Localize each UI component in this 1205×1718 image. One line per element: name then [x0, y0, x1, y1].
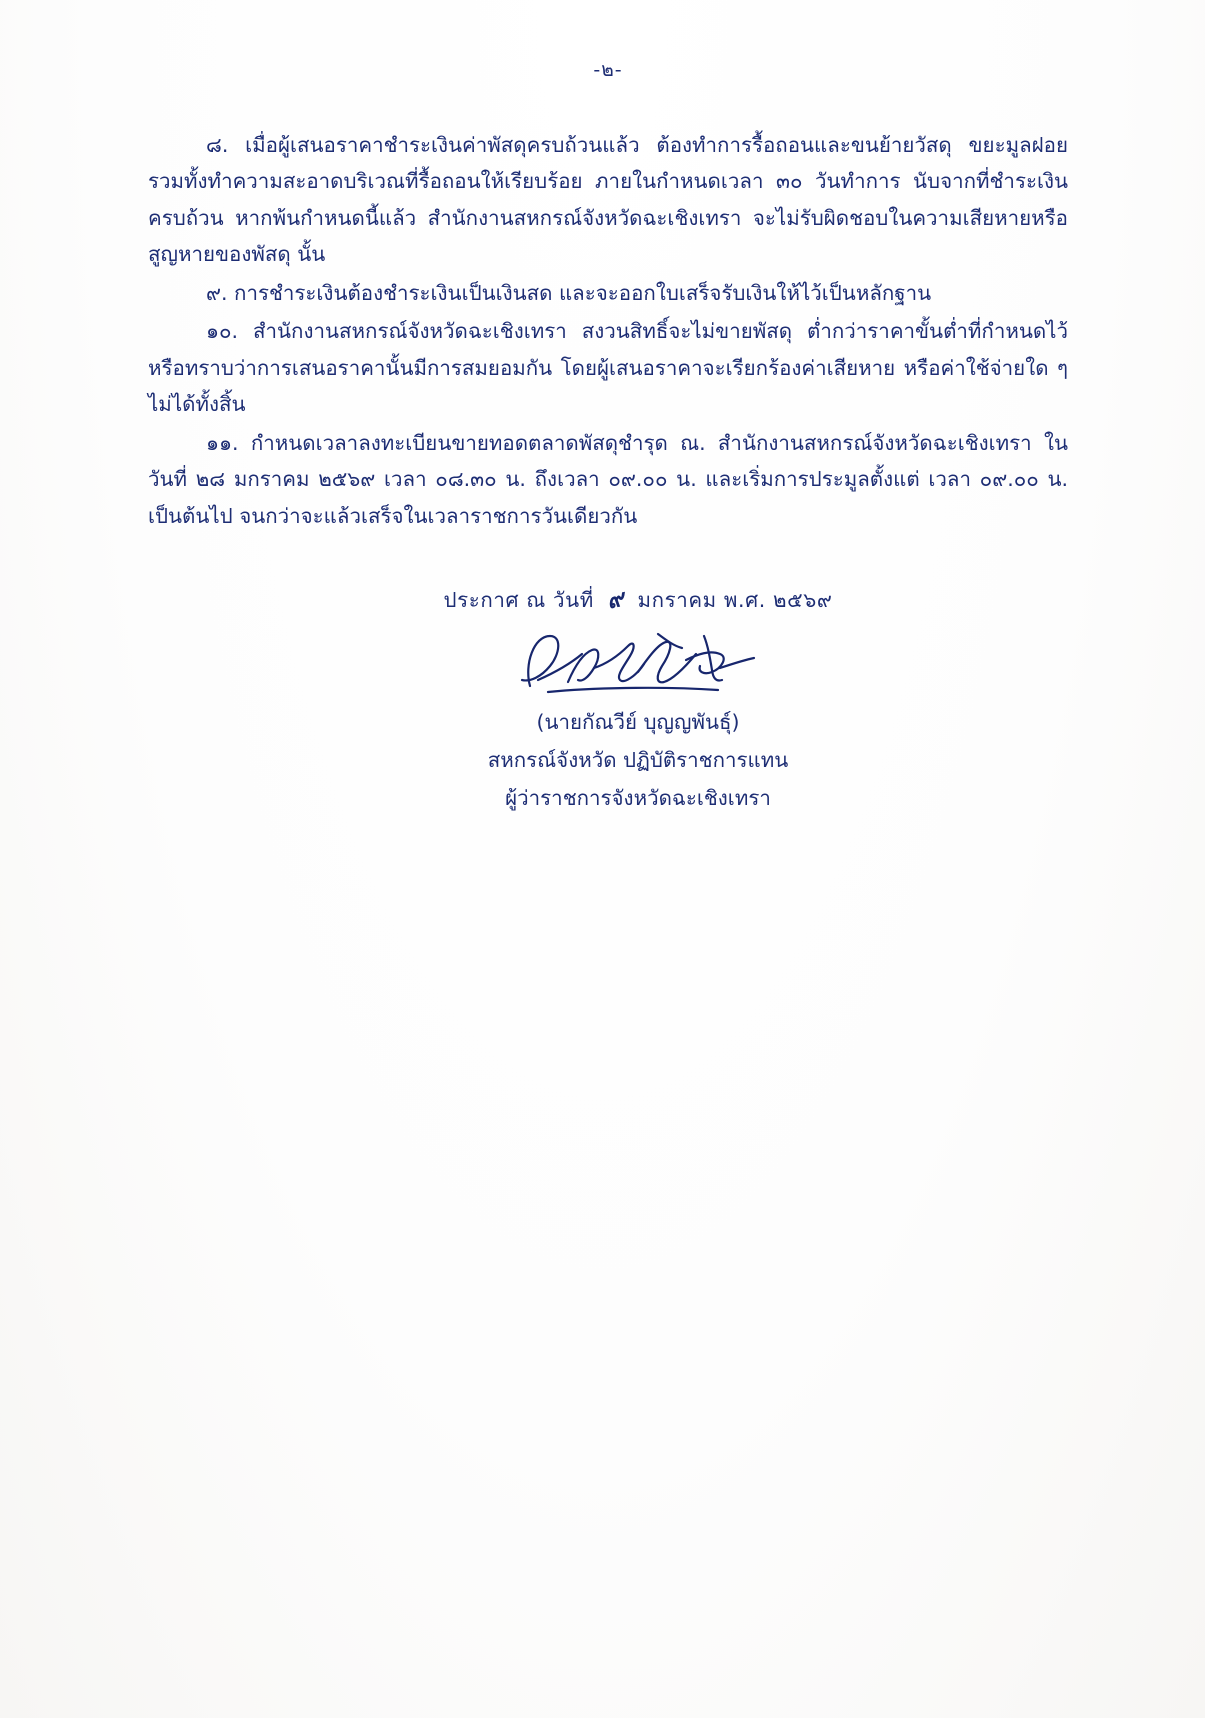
paragraph-9: ๙. การชำระเงินต้องชำระเงินเป็นเงินสด และจะออกใบเสร็จรับเงินให้ไว้เป็นหลักฐาน: [206, 280, 932, 305]
document-content: [148, 55, 1068, 818]
announcement-date-line: [148, 582, 1068, 618]
handwritten-date: ๙: [604, 584, 627, 615]
signature-block: [148, 624, 1068, 818]
page-number: -๒-: [593, 59, 623, 81]
signature-name: (นายกัณวีย์ บุญญพันธุ์): [536, 710, 740, 735]
announcement-prefix: ประกาศ ณ วันที่: [443, 588, 594, 613]
signature-position-2: ผู้ว่าราชการจังหวัดฉะเชิงเทรา: [505, 786, 771, 811]
paragraph-11: ๑๑. กำหนดเวลาลงทะเบียนขายทอดตลาดพัสดุชำรุด ณ. สำนักงานสหกรณ์จังหวัดฉะเชิงเทรา ในวันที่ ๒๘ มกราคม ๒๕๖๙ เวลา ๐๘.๓๐ น. ถึงเวลา ๐๙.๐๐ น. และเริ่มการประมูลตั้งแต่ เวลา ๐๙.๐๐ น. เป็นต้นไป จนกว่าจะแล้วเสร็จในเวลาราชการวันเดียวกัน: [148, 430, 1068, 528]
paragraph-8: ๘. เมื่อผู้เสนอราคาชำระเงินค่าพัสดุครบถ้วนแล้ว ต้องทำการรื้อถอนและขนย้ายวัสดุ ขยะมูลฝอย รวมทั้งทำความสะอาดบริเวณที่รื้อถอนให้เรียบร้อย ภายในกำหนดเวลา ๓๐ วันทำการ นับจากที่ชำระเงินครบถ้วน หากพ้นกำหนดนี้แล้ว สำนักงานสหกรณ์จังหวัดฉะเชิงเทรา จะไม่รับผิดชอบในความเสียหายหรือสูญหายของพัสดุ นั้น: [148, 133, 1068, 267]
signature-position-1: สหกรณ์จังหวัด ปฏิบัติราชการแทน: [487, 748, 789, 773]
paragraph-10: ๑๐. สำนักงานสหกรณ์จังหวัดฉะเชิงเทรา สงวนสิทธิ์จะไม่ขายพัสดุ ต่ำกว่าราคาขั้นต่ำที่กำหนดไว้ หรือทราบว่าการเสนอราคานั้นมีการสมยอมกัน โดยผู้เสนอราคาจะเรียกร้องค่าเสียหาย หรือค่าใช้จ่ายใด ๆ ไม่ได้ทั้งสิ้น: [148, 319, 1068, 417]
announcement-suffix: มกราคม พ.ศ. ๒๕๖๙: [637, 588, 833, 613]
signature-mark: [208, 624, 1068, 702]
